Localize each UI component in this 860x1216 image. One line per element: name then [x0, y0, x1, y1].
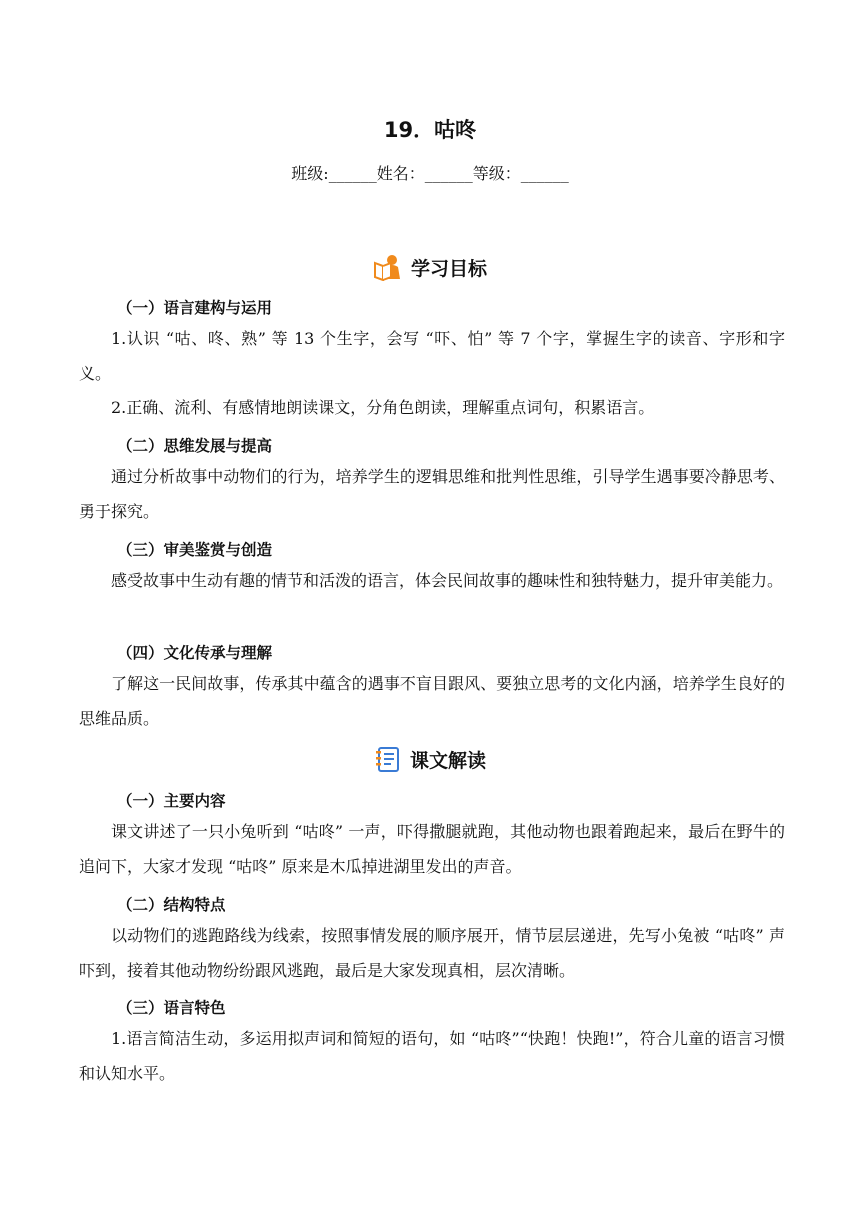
paragraph-aesthetics: 感受故事中生动有趣的情节和活泼的语言，体会民间故事的趣味性和独特魅力，提升审美能力。 [111, 571, 784, 590]
section-heading-label: 课文解读 [409, 749, 486, 772]
subheading-language: （一）语言建构与运用 [117, 299, 273, 317]
paragraph-goal-1: 1.认识 “咕、咚、熟” 等 13 个生字，会写 “吓、怕” 等 7 个字，掌握生字的读音、字形和字义。 [79, 329, 785, 383]
section-heading-reading [0, 744, 860, 774]
subheading-culture: （四）文化传承与理解 [117, 644, 273, 662]
reading-person-icon [373, 253, 403, 281]
section-heading-goals [0, 252, 860, 282]
student-info-line: 班级:______姓名：______等级：______ [291, 164, 569, 183]
subheading-thinking: （二）思维发展与提高 [117, 437, 273, 455]
paragraph-thinking: 通过分析故事中动物们的行为，培养学生的逻辑思维和批判性思维，引导学生遇事要冷静思考、勇于探究。 [79, 467, 785, 521]
page-title: 19．咕咚 [383, 118, 477, 142]
subheading-aesthetics: （三）审美鉴赏与创造 [117, 541, 273, 559]
paragraph-culture: 了解这一民间故事，传承其中蕴含的遇事不盲目跟风、要独立思考的文化内涵，培养学生良好的思维品质。 [79, 674, 785, 728]
notebook-icon [374, 745, 402, 773]
subheading-structure: （二）结构特点 [117, 896, 226, 914]
subheading-language-features: （三）语言特色 [117, 999, 226, 1017]
paragraph-language-features: 1.语言简洁生动，多运用拟声词和简短的语句，如 “咕咚”“快跑！快跑!”，符合儿童的语言习惯和认知水平。 [79, 1029, 785, 1083]
section-heading-label: 学习目标 [410, 257, 487, 280]
subheading-main-content: （一）主要内容 [117, 792, 226, 810]
paragraph-structure: 以动物们的逃跑路线为线索，按照事情发展的顺序展开，情节层层递进，先写小兔被 “咕咚” 声吓到，接着其他动物纷纷跟风逃跑，最后是大家发现真相，层次清晰。 [79, 926, 785, 980]
paragraph-main-content: 课文讲述了一只小兔听到 “咕咚” 一声，吓得撒腿就跑，其他动物也跟着跑起来，最后在野牛的追问下，大家才发现 “咕咚” 原来是木瓜掉进湖里发出的声音。 [79, 822, 785, 876]
paragraph-goal-2: 2.正确、流利、有感情地朗读课文，分角色朗读，理解重点词句，积累语言。 [111, 398, 655, 417]
